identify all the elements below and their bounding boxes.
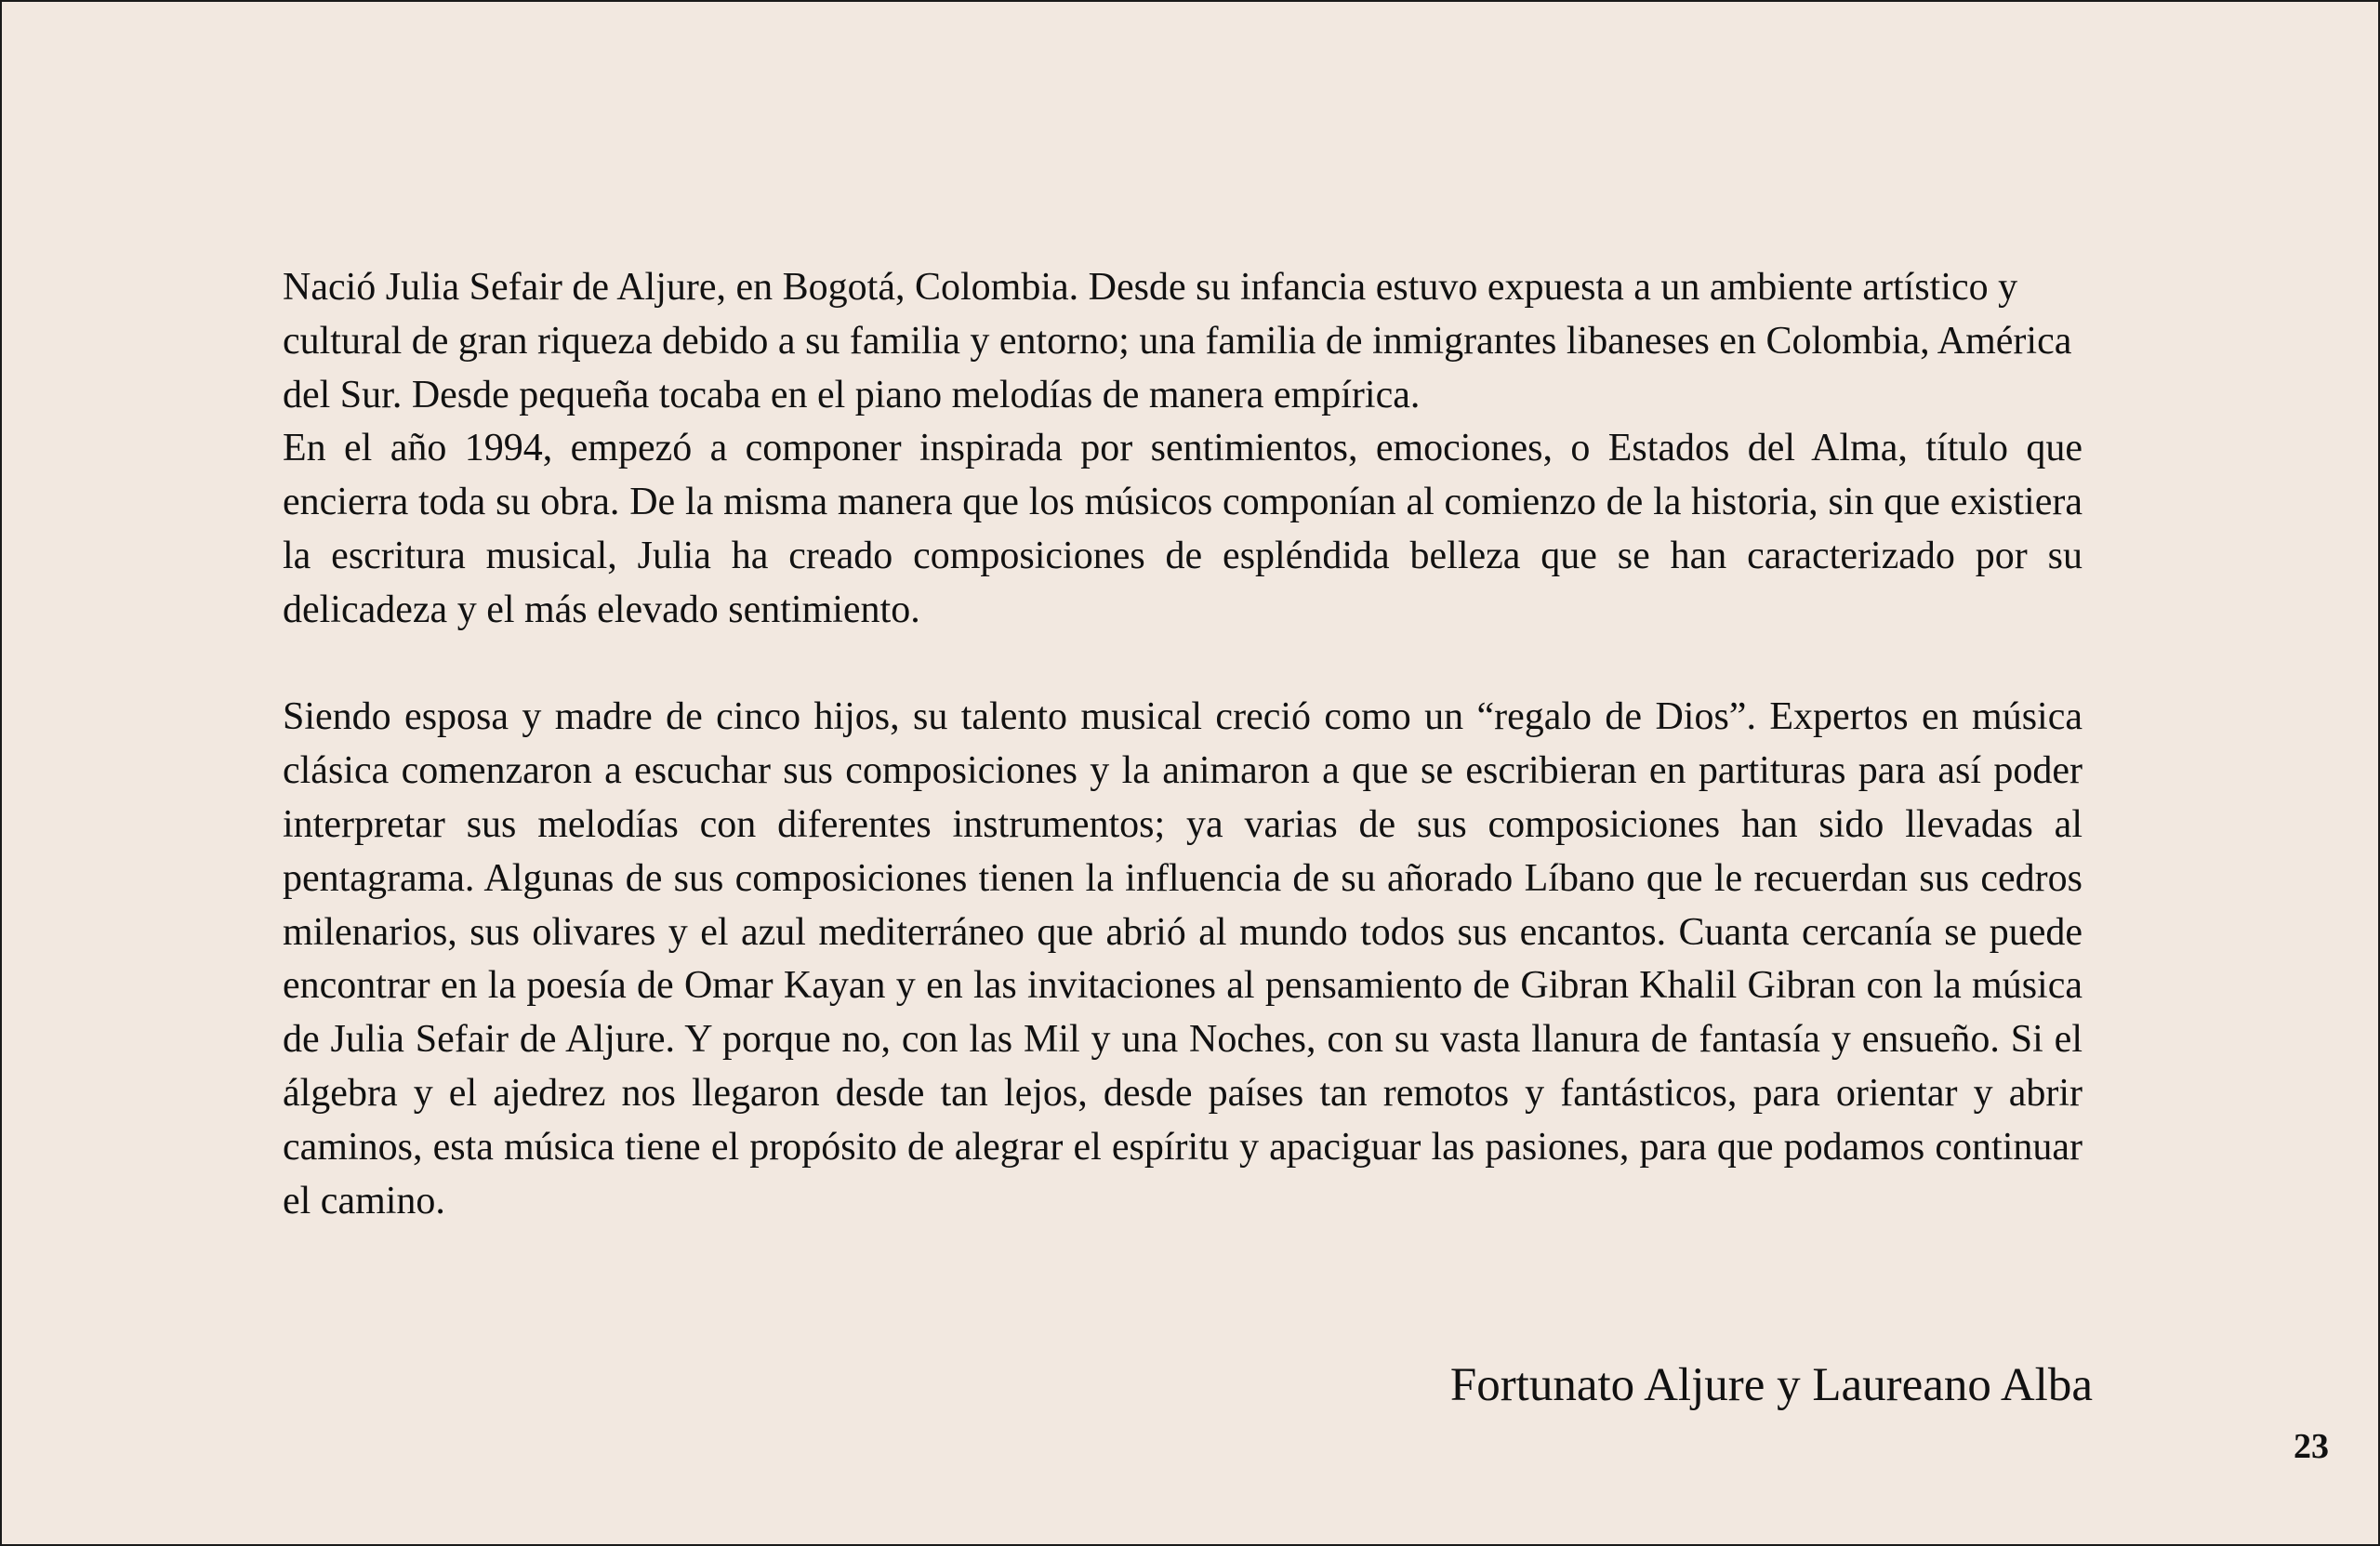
paragraph-talent: Siendo esposa y madre de cinco hijos, su talento musical creció como un “regalo de Dios”. Expertos en música clásica comenzaron a escuchar sus composiciones y la animaron a que se escribieran en partituras para así poder interpretar sus melodías con diferentes instrumentos; ya varias de sus composiciones han sido llevadas al pentagrama. Algunas de sus composiciones tienen la influencia de su añorado Líbano que le recuerdan sus cedros milenarios, sus olivares y el azul mediterráneo que abrió al mundo todos sus encantos. Cuanta cercanía se puede encontrar en la poesía de Omar Kayan y en las invitaciones al pensamiento de Gibran Khalil Gibran con la música de Julia Sefair de Aljure. Y porque no, con las Mil y una Noches, con su vasta llanura de fantasía y ensueño. Si el álgebra y el ajedrez nos llegaron desde tan lejos, desde países tan remotos y fantásticos, para orientar y abrir caminos, esta música tiene el propósito de alegrar el espíritu y apaciguar las pasiones, para que podamos continuar el camino. [283, 695, 2082, 1222]
author-signature: Fortunato Aljure y Laureano Alba [1449, 1359, 2093, 1411]
page-number: 23 [2294, 1427, 2329, 1466]
paragraph-spacer [283, 638, 2082, 692]
body-text [283, 261, 2082, 1228]
paragraph-composition: En el año 1994, empezó a componer inspirada por sentimientos, emociones, o Estados del Alma, título que encierra toda su obra. De la misma manera que los músicos componían al comienzo de la historia, sin que existiera la escritura musical, Julia ha creado composiciones de espléndida belleza que se han caracterizado por su delicadeza y el más elevado sentimiento. [283, 427, 2082, 631]
paragraph-intro: Nació Julia Sefair de Aljure, en Bogotá, Colombia. Desde su infancia estuvo expuesta a un ambiente artístico y cultural de gran riqueza debido a su familia y entorno; una familia de inmigrantes libaneses en Colombia, América del Sur. Desde pequeña tocaba en el piano melodías de manera empírica. [283, 266, 2072, 416]
